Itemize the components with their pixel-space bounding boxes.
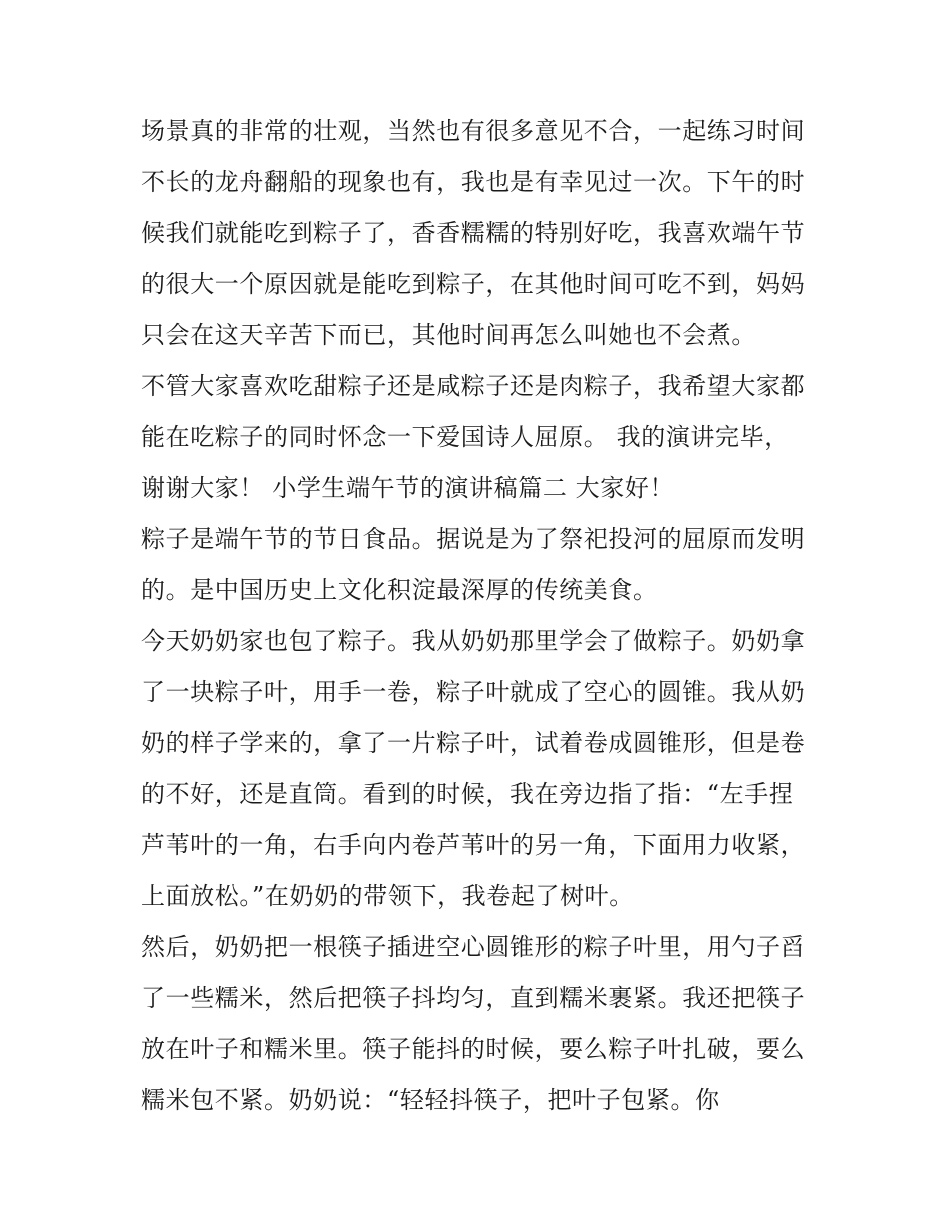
text-line: 芦苇叶的一角，右手向内卷芦苇叶的另一角，下面用力收紧， [141,831,806,859]
text-line: 了一块粽子叶，用手一卷，粽子叶就成了空心的圆锥。我从奶 [141,678,806,706]
text-line: 场景真的非常的壮观，当然也有很多意见不合，一起练习时间 [141,117,806,145]
text-line: 然后，奶奶把一根筷子插进空心圆锥形的粽子叶里，用勺子舀 [141,933,806,961]
text-line: 候我们就能吃到粽子了，香香糯糯的特别好吃，我喜欢端午节 [141,219,806,247]
text-line: 谢谢大家！ 小学生端午节的演讲稿篇二 大家好！ [141,474,675,502]
text-line: 不管大家喜欢吃甜粽子还是咸粽子还是肉粽子，我希望大家都 [141,372,806,400]
text-line: 奶的样子学来的，拿了一片粽子叶，试着卷成圆锥形，但是卷 [141,729,806,757]
text-line: 的不好，还是直筒。看到的时候，我在旁边指了指：“左手捏 [141,780,794,808]
text-line: 的。是中国历史上文化积淀最深厚的传统美食。 [141,576,658,604]
text-line: 了一些糯米，然后把筷子抖均匀，直到糯米裹紧。我还把筷子 [141,984,806,1012]
text-line: 今天奶奶家也包了粽子。我从奶奶那里学会了做粽子。奶奶拿 [141,627,806,655]
text-line: 糯米包不紧。奶奶说：“轻轻抖筷子，把叶子包紧。你 [141,1086,720,1114]
text-line: 放在叶子和糯米里。筷子能抖的时候，要么粽子叶扎破，要么 [141,1035,806,1063]
text-line: 粽子是端午节的节日食品。据说是为了祭祀投河的屈原而发明 [141,525,806,553]
text-line: 的很大一个原因就是能吃到粽子，在其他时间可吃不到，妈妈 [141,270,806,298]
body-text [141,106,821,1126]
text-line: 能在吃粽子的同时怀念一下爱国诗人屈原。 我的演讲完毕， [141,423,789,451]
text-line: 只会在这天辛苦下而已，其他时间再怎么叫她也不会煮。 [141,321,756,349]
text-line: 上面放松。”在奶奶的带领下，我卷起了树叶。 [141,882,634,910]
text-line: 不长的龙舟翻船的现象也有，我也是有幸见过一次。下午的时 [141,168,806,196]
